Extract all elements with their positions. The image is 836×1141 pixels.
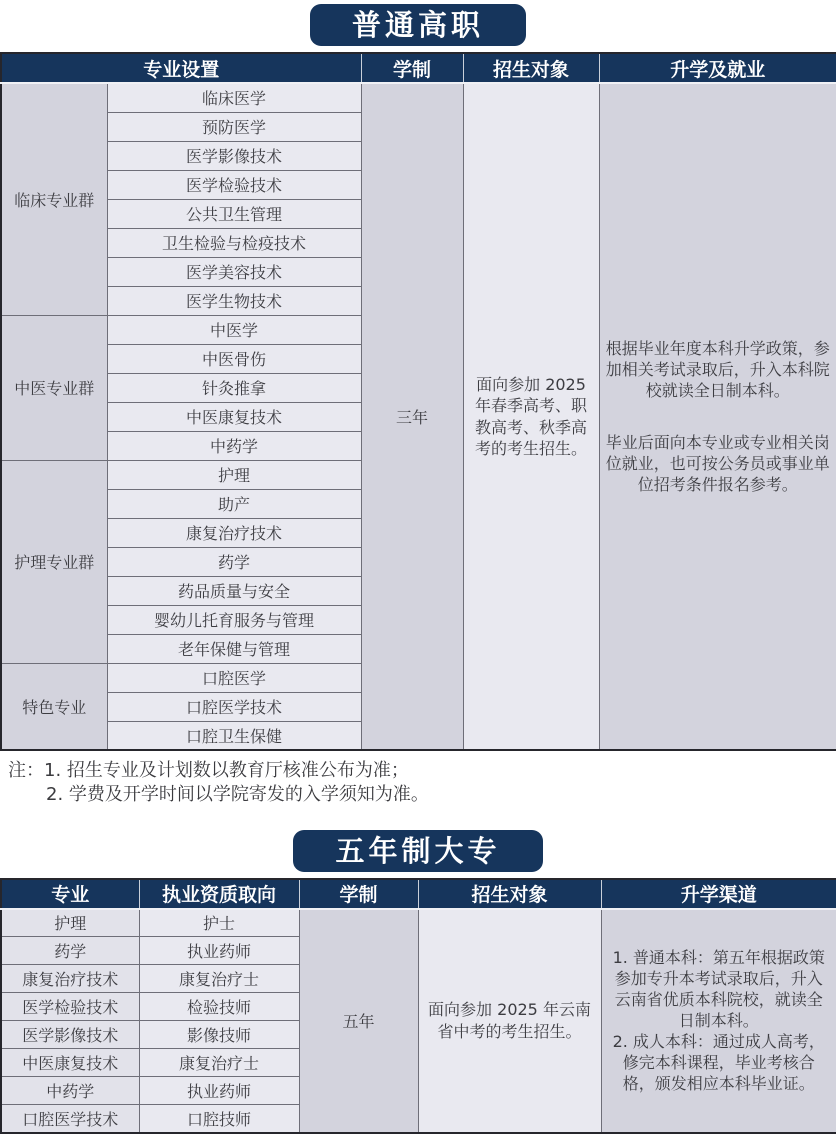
- footnote-text-2: 2. 学费及开学时间以学院寄发的入学须知为准。: [46, 784, 429, 806]
- section1-title-banner: [0, 4, 836, 46]
- five-year-college-table: [0, 878, 836, 1134]
- major-cell: 中医康复技术: [107, 402, 361, 431]
- section2-title: 五年制大专: [293, 830, 542, 872]
- footnote: [8, 759, 828, 808]
- table-header-row: [1, 53, 836, 83]
- major-cell: 医学检验技术: [1, 993, 139, 1021]
- major-cell: 口腔医学技术: [1, 1105, 139, 1133]
- major-cell: 针灸推拿: [107, 373, 361, 402]
- major-cell: 中药学: [1, 1077, 139, 1105]
- cert-cell: 口腔技师: [139, 1105, 299, 1133]
- table-header-row: [1, 879, 836, 909]
- col-header-major: 专业: [1, 879, 139, 909]
- major-cell: 口腔医学技术: [107, 692, 361, 721]
- major-cell: 口腔卫生保健: [107, 721, 361, 750]
- major-cell: 老年保健与管理: [107, 634, 361, 663]
- outlook-paragraph-2: 毕业后面向本专业或专业相关岗位就业，也可按公务员或事业单位招考条件报名参考。: [605, 432, 830, 494]
- major-cell: 医学生物技术: [107, 286, 361, 315]
- cert-cell: 影像技师: [139, 1021, 299, 1049]
- cert-cell: 康复治疗士: [139, 965, 299, 993]
- major-cell: 中医骨伤: [107, 344, 361, 373]
- major-cell: 中医学: [107, 315, 361, 344]
- group-cell-clinical: 临床专业群: [1, 83, 107, 315]
- major-cell: 卫生检验与检疫技术: [107, 228, 361, 257]
- major-cell: 婴幼儿托育服务与管理: [107, 605, 361, 634]
- major-cell: 中医康复技术: [1, 1049, 139, 1077]
- major-cell: 医学影像技术: [107, 141, 361, 170]
- major-cell: 口腔医学: [107, 663, 361, 692]
- major-cell: 中药学: [107, 431, 361, 460]
- col-header-outlook: 升学及就业: [599, 53, 836, 83]
- major-cell: 医学影像技术: [1, 1021, 139, 1049]
- group-cell-tcm: 中医专业群: [1, 315, 107, 460]
- major-cell: 康复治疗技术: [107, 518, 361, 547]
- major-cell: 预防医学: [107, 112, 361, 141]
- major-cell: 药品质量与安全: [107, 576, 361, 605]
- cert-cell: 康复治疗士: [139, 1049, 299, 1077]
- cert-cell: 执业药师: [139, 937, 299, 965]
- major-cell: 药学: [107, 547, 361, 576]
- col-header-target: 招生对象: [418, 879, 601, 909]
- group-cell-special: 特色专业: [1, 663, 107, 750]
- section1-title: 普通高职: [310, 4, 526, 46]
- footnote-line-2: [8, 783, 828, 807]
- col-header-target: 招生对象: [463, 53, 599, 83]
- footnote-line-1: [8, 759, 828, 783]
- table-row: [1, 909, 836, 937]
- cert-cell: 护士: [139, 909, 299, 937]
- col-header-majors: 专业设置: [1, 53, 361, 83]
- footnote-text-1: 1. 招生专业及计划数以教育厅核准公布为准；: [44, 760, 409, 781]
- col-header-channel: 升学渠道: [601, 879, 836, 909]
- group-cell-nursing: 护理专业群: [1, 460, 107, 663]
- duration-cell: 三年: [361, 83, 463, 750]
- duration-cell: 五年: [299, 909, 418, 1133]
- section2-title-banner: [0, 830, 836, 872]
- target-cell: 面向参加 2025 年云南省中考的考生招生。: [418, 909, 601, 1133]
- major-cell: 医学检验技术: [107, 170, 361, 199]
- col-header-duration: 学制: [299, 879, 418, 909]
- footnote-prefix: 注：: [8, 760, 44, 781]
- col-header-duration: 学制: [361, 53, 463, 83]
- cert-cell: 检验技师: [139, 993, 299, 1021]
- major-cell: 医学美容技术: [107, 257, 361, 286]
- major-cell: 临床医学: [107, 83, 361, 112]
- channel-item-1: 1. 普通本科：第五年根据政策参加专升本考试录取后，升入云南省优质本科院校，就读全日制本科。: [612, 947, 825, 1031]
- outlook-cell: [599, 83, 836, 750]
- regular-vocational-table: [0, 52, 836, 751]
- outlook-paragraph-1: 根据毕业年度本科升学政策，参加相关考试录取后，升入本科院校就读全日制本科。: [605, 339, 830, 401]
- major-cell: 康复治疗技术: [1, 965, 139, 993]
- col-header-certification: 执业资质取向: [139, 879, 299, 909]
- major-cell: 护理: [107, 460, 361, 489]
- major-cell: 公共卫生管理: [107, 199, 361, 228]
- target-cell: 面向参加 2025 年春季高考、职教高考、秋季高考的考生招生。: [463, 83, 599, 750]
- table-row: [1, 83, 836, 112]
- cert-cell: 执业药师: [139, 1077, 299, 1105]
- major-cell: 助产: [107, 489, 361, 518]
- major-cell: 护理: [1, 909, 139, 937]
- channel-item-2: 2. 成人本科：通过成人高考，修完本科课程，毕业考核合格，颁发相应本科毕业证。: [612, 1032, 825, 1094]
- major-cell: 药学: [1, 937, 139, 965]
- channel-cell: [601, 909, 836, 1133]
